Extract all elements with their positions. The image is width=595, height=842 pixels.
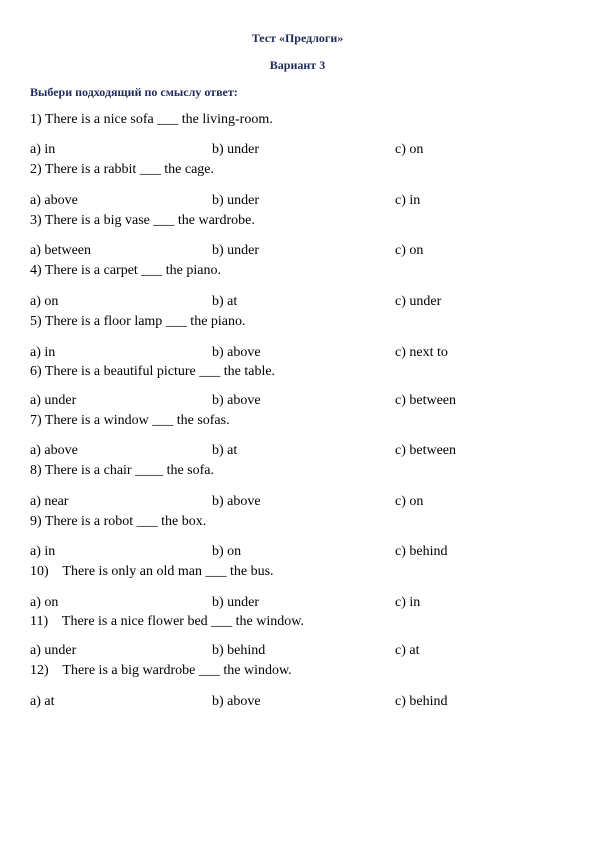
- answer-option-a[interactable]: a) above: [30, 193, 78, 208]
- question-4: 4) There is a carpet ___ the piano.: [30, 263, 222, 278]
- answer-option-c[interactable]: c) in: [395, 595, 421, 610]
- answer-option-c[interactable]: c) under: [395, 294, 442, 309]
- answer-option-c[interactable]: c) next to: [395, 345, 448, 360]
- answer-option-b[interactable]: b) above: [212, 393, 261, 408]
- answer-option-b[interactable]: b) behind: [212, 643, 266, 658]
- question-1: 1) There is a nice sofa ___ the living-room.: [30, 112, 273, 127]
- answer-option-b[interactable]: b) at: [212, 443, 238, 458]
- question-5: 5) There is a floor lamp ___ the piano.: [30, 314, 246, 329]
- answer-option-a[interactable]: a) near: [30, 494, 69, 509]
- answer-option-b[interactable]: b) under: [212, 193, 260, 208]
- answer-row-2: [0, 193, 595, 211]
- answer-option-a[interactable]: a) on: [30, 294, 59, 309]
- answer-option-c[interactable]: c) on: [395, 142, 424, 157]
- answer-row-1: [0, 142, 595, 160]
- answer-option-b[interactable]: b) under: [212, 142, 260, 157]
- answer-option-b[interactable]: b) on: [212, 544, 242, 559]
- answer-option-b[interactable]: b) above: [212, 345, 261, 360]
- answer-row-10: [0, 595, 595, 613]
- answer-row-3: [0, 243, 595, 261]
- question-11: 11) There is a nice flower bed ___ the window.: [30, 614, 304, 629]
- question-3: 3) There is a big vase ___ the wardrobe.: [30, 213, 255, 228]
- question-8: 8) There is a chair ____ the sofa.: [30, 463, 215, 478]
- answer-option-c[interactable]: c) behind: [395, 544, 448, 559]
- answer-option-a[interactable]: a) above: [30, 443, 78, 458]
- answer-option-b[interactable]: b) under: [212, 243, 260, 258]
- answer-option-c[interactable]: c) at: [395, 643, 420, 658]
- answer-row-12: [0, 694, 595, 712]
- answer-option-a[interactable]: a) at: [30, 694, 55, 709]
- test-title: Тест «Предлоги»: [251, 31, 344, 45]
- answer-option-c[interactable]: c) behind: [395, 694, 448, 709]
- question-2: 2) There is a rabbit ___ the cage.: [30, 162, 215, 177]
- answer-row-8: [0, 494, 595, 512]
- answer-option-a[interactable]: a) under: [30, 643, 77, 658]
- answer-option-a[interactable]: a) in: [30, 142, 56, 157]
- answer-option-a[interactable]: a) between: [30, 243, 92, 258]
- question-12: 12) There is a big wardrobe ___ the window.: [30, 663, 292, 678]
- answer-option-c[interactable]: c) on: [395, 494, 424, 509]
- answer-option-c[interactable]: c) between: [395, 393, 457, 408]
- question-9: 9) There is a robot ___ the box.: [30, 514, 207, 529]
- answer-option-b[interactable]: b) under: [212, 595, 260, 610]
- answer-option-a[interactable]: a) in: [30, 345, 56, 360]
- question-10: 10) There is only an old man ___ the bus.: [30, 564, 274, 579]
- answer-option-a[interactable]: a) in: [30, 544, 56, 559]
- answer-option-b[interactable]: b) above: [212, 694, 261, 709]
- answer-row-6: [0, 393, 595, 411]
- answer-option-b[interactable]: b) at: [212, 294, 238, 309]
- answer-option-c[interactable]: c) in: [395, 193, 421, 208]
- answer-option-c[interactable]: c) between: [395, 443, 457, 458]
- question-6: 6) There is a beautiful picture ___ the table.: [30, 364, 276, 379]
- variant-title: Вариант 3: [269, 58, 326, 72]
- question-7: 7) There is a window ___ the sofas.: [30, 413, 230, 428]
- answer-option-a[interactable]: a) on: [30, 595, 59, 610]
- answer-row-11: [0, 643, 595, 661]
- answer-option-a[interactable]: a) under: [30, 393, 77, 408]
- answer-row-7: [0, 443, 595, 461]
- answer-row-4: [0, 294, 595, 312]
- answer-option-b[interactable]: b) above: [212, 494, 261, 509]
- answer-row-9: [0, 544, 595, 562]
- answer-option-c[interactable]: c) on: [395, 243, 424, 258]
- answer-row-5: [0, 345, 595, 363]
- instruction-text: Выбери подходящий по смыслу ответ:: [30, 85, 238, 99]
